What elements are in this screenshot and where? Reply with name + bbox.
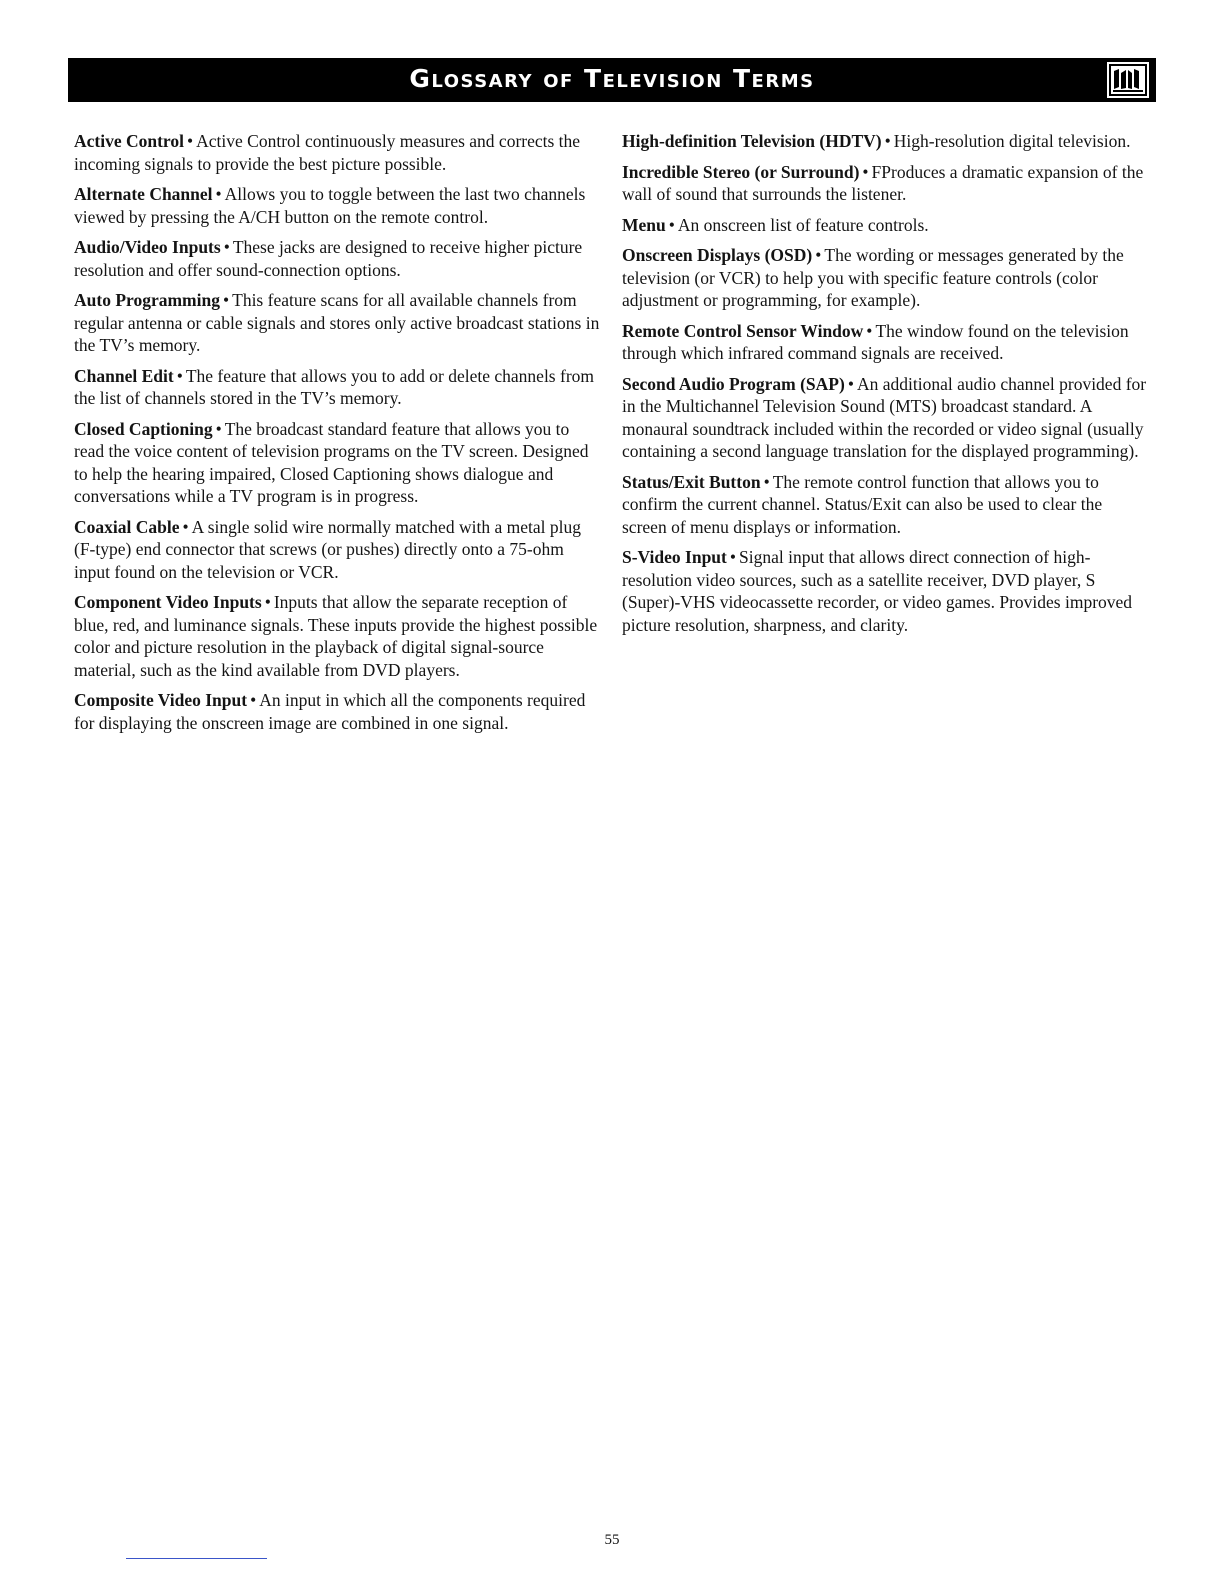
bullet-separator: • xyxy=(862,161,869,182)
bullet-separator: • xyxy=(884,131,891,151)
glossary-definition: The feature that allows you to add or delete channels from the list of channels stored in the TV’s memory. xyxy=(74,365,595,408)
bullet-separator: • xyxy=(223,237,230,257)
glossary-entry xyxy=(74,516,600,584)
glossary-definition: Allows you to toggle between the last two channels viewed by pressing the A/CH button on the remote control. xyxy=(74,184,586,227)
bullet-separator: • xyxy=(668,214,675,235)
glossary-term: Closed Captioning xyxy=(74,418,213,439)
glossary-term: Alternate Channel xyxy=(74,184,213,204)
header-bar xyxy=(68,58,1156,102)
glossary-entry xyxy=(74,183,600,228)
glossary-term: Auto Programming xyxy=(74,290,220,310)
glossary-definition: FProduces a dramatic expansion of the wall of sound that surrounds the listener. xyxy=(622,161,1144,204)
glossary-term: Component Video Inputs xyxy=(74,592,262,612)
glossary-definition: The broadcast standard feature that allows you to read the voice content of television programs on the TV screen. Designed to help the hearing impaired, Closed Captioning shows dialogue and conversations while a TV program is in progress. xyxy=(74,418,589,506)
bullet-separator: • xyxy=(250,690,257,710)
glossary-term: S-Video Input xyxy=(622,547,727,567)
bullet-separator: • xyxy=(847,373,854,394)
bullet-separator: • xyxy=(763,471,770,492)
glossary-definition: An additional audio channel provided for in the Multichannel Television Sound (MTS) broadcast standard. A monaural soundtrack included within the recorded or video signal (usually containing a second language translation for the displayed programming). xyxy=(622,373,1147,461)
glossary-entry xyxy=(74,236,600,281)
bullet-separator: • xyxy=(187,131,194,151)
glossary-term: Incredible Stereo (or Surround) xyxy=(622,161,860,182)
bullet-separator: • xyxy=(215,184,222,204)
left-column xyxy=(74,130,600,742)
bullet-separator: • xyxy=(182,516,189,537)
bullet-separator: • xyxy=(264,592,271,612)
glossary-definition: The wording or messages generated by the television (or VCR) to help you with specific feature controls (color adjustment or programming, for example). xyxy=(622,245,1124,310)
glossary-term: Composite Video Input xyxy=(74,690,248,710)
glossary-term: Remote Control Sensor Window xyxy=(622,320,864,341)
glossary-definition: Active Control continuously measures and corrects the incoming signals to provide the best picture possible. xyxy=(74,131,581,174)
glossary-definition: The remote control function that allows you to confirm the current channel. Status/Exit can also be used to clear the screen of menu displays or information. xyxy=(622,471,1103,537)
bullet-separator: • xyxy=(176,365,183,386)
glossary-definition: High-resolution digital television. xyxy=(893,131,1131,151)
glossary-entry xyxy=(622,320,1148,365)
bullet-separator: • xyxy=(815,245,822,265)
glossary-definition: An onscreen list of feature controls. xyxy=(677,214,929,235)
glossary-term: Coaxial Cable xyxy=(74,516,180,537)
page-number: 55 xyxy=(604,1532,620,1548)
page-title: Glossary of Television Terms xyxy=(409,64,815,93)
glossary-term: Channel Edit xyxy=(74,365,174,386)
glossary-term: Active Control xyxy=(74,131,184,151)
glossary-term: Audio/Video Inputs xyxy=(74,237,221,257)
glossary-definition: Signal input that allows direct connection of high-resolution video sources, such as a satellite receiver, DVD player, S (Super)-VHS videocassette recorder, or video games. Provides improved picture resolution, sharpness, and clarity. xyxy=(622,547,1133,635)
glossary-entry xyxy=(622,130,1148,153)
glossary-entry xyxy=(622,373,1148,463)
glossary-term: Second Audio Program (SAP) xyxy=(622,373,845,394)
glossary-definition: This feature scans for all available channels from regular antenna or cable signals and stores only active broadcast stations in the TV’s memory. xyxy=(74,290,600,355)
glossary-term: Menu xyxy=(622,214,666,235)
bullet-separator: • xyxy=(729,547,737,567)
glossary-term: Status/Exit Button xyxy=(622,471,761,492)
glossary-definition: The window found on the television through which infrared command signals are received. xyxy=(622,320,1129,363)
right-column xyxy=(622,130,1148,644)
glossary-definition: An input in which all the components required for displaying the onscreen image are combined in one signal. xyxy=(74,690,586,733)
glossary-term: Onscreen Displays (OSD) xyxy=(622,245,813,265)
glossary-entry xyxy=(74,130,600,175)
glossary-entry xyxy=(74,418,600,508)
glossary-definition: These jacks are designed to receive higher picture resolution and offer sound-connection options. xyxy=(74,237,583,280)
bullet-separator: • xyxy=(215,418,222,439)
book-icon xyxy=(1106,61,1150,99)
glossary-entry xyxy=(622,161,1148,206)
footer-rule xyxy=(126,1558,267,1559)
glossary-entry xyxy=(74,365,600,410)
glossary-entry xyxy=(74,591,600,681)
glossary-definition: Inputs that allow the separate reception of blue, red, and luminance signals. These inputs provide the highest possible color and picture resolution in the playback of digital signal-source material, such as the kind available from DVD players. xyxy=(74,592,598,680)
glossary-entry xyxy=(622,214,1148,237)
glossary-definition: A single solid wire normally matched with a metal plug (F-type) end connector that screws (or pushes) directly onto a 75-ohm input found on the television or VCR. xyxy=(74,516,581,582)
glossary-entry xyxy=(74,689,600,734)
glossary-term: High-definition Television (HDTV) xyxy=(622,131,882,151)
glossary-entry xyxy=(74,289,600,357)
glossary-entry xyxy=(622,244,1148,312)
glossary-entry xyxy=(622,471,1148,539)
bullet-separator: • xyxy=(222,290,230,310)
bullet-separator: • xyxy=(866,320,873,341)
glossary-entry xyxy=(622,546,1148,636)
